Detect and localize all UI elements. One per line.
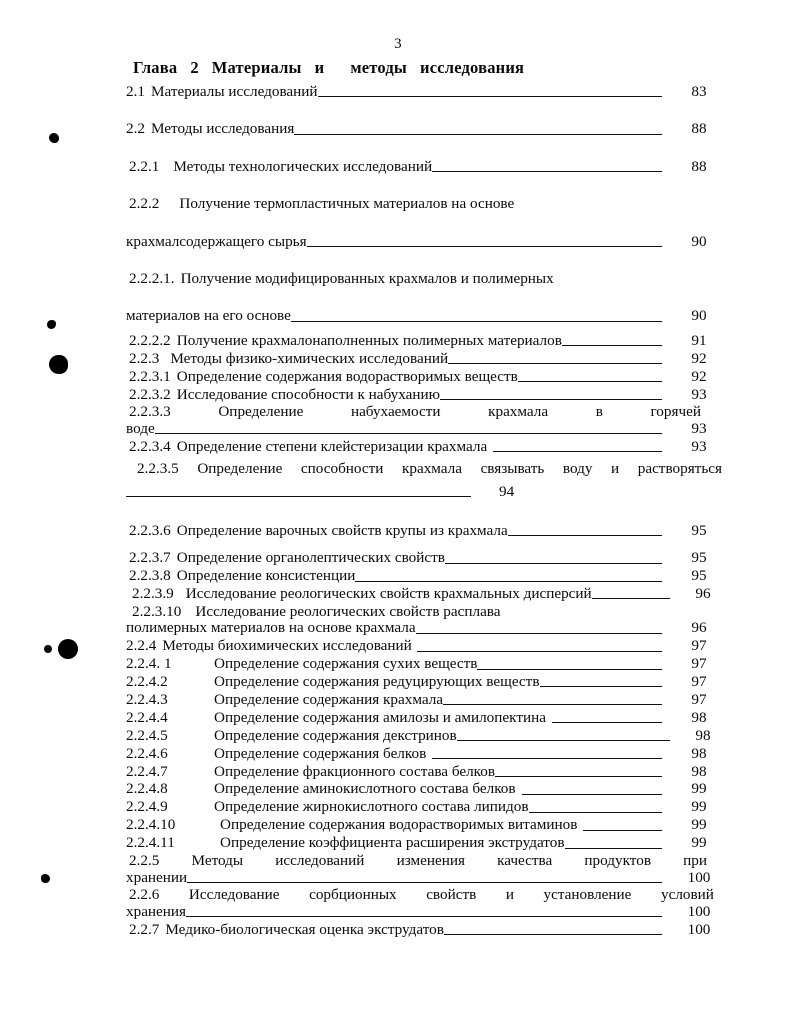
toc-leader-rule (432, 170, 662, 172)
toc-entry-word: условий (660, 886, 714, 904)
toc-entry-title: Определение степени клейстеризации крахмала (176, 437, 488, 455)
toc-entry-title: Получение термопластичных материалов на основе (179, 195, 515, 213)
toc-entry-title: Определение содержания водорастворимых витаминов (220, 816, 578, 834)
toc-entry[interactable] (129, 887, 726, 903)
toc-entry-number: 2.2.4.2 (126, 673, 168, 691)
toc-entry-page: 92 (691, 367, 707, 385)
toc-entry-page: 99 (691, 780, 707, 798)
ink-blot-icon (49, 355, 68, 374)
toc-entry-title: Получение модифицированных крахмалов и полимерных (180, 270, 554, 288)
toc-entry-word: и (505, 886, 514, 904)
toc-entry-title: Определение содержания водорастворимых веществ (176, 367, 518, 385)
toc-entry-word: Определение (218, 403, 304, 421)
toc-leader-rule (501, 616, 726, 617)
ink-blot-icon (41, 874, 50, 883)
toc-leader-rule (417, 650, 662, 652)
toc-entry-number: 2.2.4.4 (126, 708, 168, 726)
toc-entry[interactable] (126, 692, 726, 708)
toc-entry-number: 2.2.3.5 (137, 460, 179, 478)
toc-entry-continuation[interactable] (126, 234, 726, 250)
toc-entry-page: 98 (691, 708, 707, 726)
toc-entry[interactable] (129, 387, 726, 403)
toc-entry-word: способности (300, 460, 384, 478)
toc-entry[interactable] (126, 674, 726, 690)
toc-entry-title: Медико-биологическая оценка экструдатов (165, 920, 444, 938)
toc-entry-word: набухаемости (350, 403, 441, 421)
toc-entry-title-continued: хранении (126, 868, 188, 886)
toc-entry-word: в (595, 403, 603, 421)
toc-entry-word: исследований (275, 852, 365, 870)
toc-entry-title: Определение содержания крахмала (214, 690, 444, 708)
toc-entry-word: качества (497, 852, 553, 870)
toc-entry-word: сорбционных (309, 886, 397, 904)
toc-entry-title: Исследование реологических свойств крахмальных дисперсий (185, 585, 592, 603)
toc-leader-rule (495, 775, 662, 777)
toc-entry[interactable] (126, 728, 726, 744)
toc-entry-number: 2.2.3.3 (129, 403, 171, 421)
toc-entry-page: 97 (691, 690, 707, 708)
toc-entry-title: Получение крахмалонаполненных полимерных материалов (176, 331, 562, 349)
toc-entry-number: 2.2.4.5 (126, 726, 168, 744)
page-folio-number: 3 (394, 36, 402, 52)
toc-entry-page: 96 (691, 619, 707, 637)
toc-entry[interactable] (129, 568, 726, 584)
toc-leader-rule (529, 811, 662, 813)
toc-entry[interactable] (129, 853, 726, 869)
toc-entry-page: 93 (691, 437, 707, 455)
toc-entry-number: 2.2.3.8 (129, 567, 171, 585)
toc-entry[interactable] (129, 550, 726, 566)
toc-leader-rule (318, 95, 662, 97)
toc-entry-page: 100 (687, 920, 711, 938)
toc-entry[interactable] (126, 638, 726, 654)
toc-entry-continuation[interactable] (126, 870, 726, 886)
toc-entry[interactable] (132, 604, 726, 620)
toc-entry-word: связывать (480, 460, 545, 478)
toc-entry[interactable] (132, 586, 726, 602)
toc-entry-page: 90 (691, 307, 707, 325)
toc-entry-number: 2.2.4.7 (126, 762, 168, 780)
toc-leader-rule (562, 344, 662, 346)
toc-entry[interactable] (126, 746, 726, 762)
toc-entry-word: растворяться (637, 460, 722, 478)
toc-entry[interactable] (129, 159, 726, 175)
toc-entry[interactable] (129, 271, 726, 287)
toc-leader-rule (416, 632, 662, 634)
toc-entry-page: 91 (691, 331, 707, 349)
toc-entry-word: Методы (191, 852, 244, 870)
toc-entry-title: Исследование реологических свойств расплава (195, 602, 501, 620)
toc-entry[interactable] (126, 835, 726, 851)
toc-leader-rule (291, 320, 662, 322)
toc-leader-rule (432, 757, 662, 759)
toc-leader-rule (477, 668, 662, 670)
toc-entry-word: Исследование (188, 886, 280, 904)
toc-entry-number: 2.2.5 (129, 852, 160, 870)
toc-leader-rule (294, 133, 662, 135)
toc-entry-number: 2.2.4.11 (126, 834, 175, 852)
toc-entry-title: Определение содержания белков (214, 744, 427, 762)
toc-entry-number: 2.2.1 (129, 157, 160, 175)
toc-entry-page: 97 (691, 637, 707, 655)
toc-entry-title: Определение фракционного состава белков (214, 762, 496, 780)
chapter-heading-word: Материалы (211, 58, 302, 77)
toc-entry-word: крахмала (488, 403, 549, 421)
toc-entry[interactable] (126, 121, 726, 137)
toc-entry-title: Определение содержания амилозы и амилопектина (214, 708, 546, 726)
toc-entry-number: 2.2.4.3 (126, 690, 168, 708)
toc-entry-title: Определение органолептических свойств (176, 549, 445, 567)
toc-leader-rule (186, 915, 662, 917)
toc-leader-rule (155, 432, 662, 434)
toc-entry-title: Определение содержания декстринов (214, 726, 457, 744)
chapter-heading-word: Глава (133, 58, 178, 77)
toc-leader-rule (444, 933, 662, 935)
toc-entry-page: 83 (691, 83, 707, 100)
toc-entry[interactable] (129, 404, 726, 420)
toc-entry-number: 2.2.3.2 (129, 385, 171, 403)
toc-entry-title: Определение коэффициента расширения экструдатов (220, 834, 565, 852)
toc-entry[interactable] (126, 781, 726, 797)
toc-entry-title: Определение аминокислотного состава белков (214, 780, 516, 798)
toc-entry-title: Определение варочных свойств крупы из крахмала (176, 521, 508, 539)
toc-entry-number: 2.2.2 (129, 195, 160, 213)
toc-entry-title: Методы технологических исследований (173, 157, 433, 175)
toc-entry-continuation[interactable] (126, 620, 726, 636)
toc-leader-rule (514, 209, 726, 210)
chapter-heading-word: исследования (419, 58, 525, 77)
toc-entry-number: 2.2.3.1 (129, 367, 171, 385)
toc-leader-rule (552, 721, 662, 723)
toc-entry-justified-line (129, 404, 701, 420)
ink-blot-icon (44, 645, 52, 653)
toc-entry[interactable] (126, 656, 726, 672)
toc-entry-word: Определение (197, 460, 283, 478)
toc-list (126, 84, 726, 938)
toc-entry-page: 99 (691, 816, 707, 834)
toc-entry[interactable] (126, 710, 726, 726)
toc-entry-number: 2.2.4. 1 (126, 655, 172, 673)
toc-entry-justified-line (129, 887, 714, 903)
toc-leader-rule (443, 703, 662, 705)
toc-entry[interactable] (126, 817, 726, 833)
toc-entry-page: 99 (691, 834, 707, 852)
toc-entry-title: Определение консистенции (176, 567, 356, 585)
toc-entry[interactable] (126, 764, 726, 780)
toc-entry-page: 95 (691, 549, 707, 567)
toc-entry-title: Определение содержания редуцирующих веществ (214, 673, 540, 691)
toc-entry[interactable] (126, 84, 726, 100)
toc-entry-title: Материалы исследований (150, 83, 318, 100)
toc-entry-page: 96 (695, 585, 711, 603)
toc-entry-word: воду (562, 460, 593, 478)
toc-entry[interactable] (129, 523, 726, 539)
chapter-heading (133, 58, 603, 78)
toc-leader-rule (554, 283, 726, 284)
toc-entry-continuation[interactable] (126, 308, 726, 324)
toc-entry-page: 95 (691, 567, 707, 585)
toc-entry[interactable] (137, 461, 726, 477)
toc-entry-page: 92 (691, 349, 707, 367)
chapter-heading-word: 2 (190, 58, 199, 77)
toc-entry[interactable] (129, 369, 726, 385)
toc-entry-title: Методы биохимических исследований (162, 637, 412, 655)
toc-entry-justified-line (137, 461, 722, 477)
toc-entry-number: 2.2.3.9 (132, 585, 174, 603)
toc-entry-page: 100 (687, 868, 711, 886)
toc-entry-title-continued: материалов на его основе (126, 307, 291, 325)
chapter-heading-word: методы (350, 58, 407, 77)
toc-entry-page: 98 (691, 762, 707, 780)
toc-entry-title-continued: хранения (126, 902, 187, 920)
toc-leader-rule (187, 881, 662, 883)
toc-leader-rule (445, 562, 662, 564)
toc-leader-rule (583, 829, 662, 831)
toc-entry[interactable] (129, 351, 726, 367)
toc-entry-title: Определение жирнокислотного состава липидов (214, 798, 529, 816)
toc-entry[interactable] (129, 922, 726, 938)
toc-entry-number: 2.1 (126, 83, 145, 100)
toc-entry-word: установление (543, 886, 632, 904)
toc-leader-rule (307, 245, 662, 247)
toc-entry-number: 2.2.4.8 (126, 780, 168, 798)
toc-leader-rule (508, 534, 662, 536)
toc-leader-rule (518, 380, 662, 382)
toc-leader-rule (522, 793, 662, 795)
toc-entry-page: 88 (691, 120, 707, 138)
toc-leader-rule (355, 580, 662, 582)
toc-entry-page: 98 (695, 726, 711, 744)
toc-entry-page: 98 (691, 744, 707, 762)
ink-blot-icon (49, 133, 59, 143)
toc-entry-word: крахмала (401, 460, 462, 478)
toc-leader-rule (440, 398, 662, 400)
toc-entry-word: свойств (426, 886, 477, 904)
toc-entry-page: 97 (691, 673, 707, 691)
toc-entry-title: Методы физико-химических исследований (170, 349, 449, 367)
ink-blot-icon (58, 639, 78, 659)
toc-entry-page: 88 (691, 157, 707, 175)
toc-entry-page: 90 (691, 232, 707, 250)
toc-entry-word: изменения (396, 852, 465, 870)
toc-entry-number: 2.2.4.9 (126, 798, 168, 816)
toc-entry-page: 97 (691, 655, 707, 673)
toc-entry-number: 2.2.4.10 (126, 816, 176, 834)
toc-entry-continuation[interactable] (126, 904, 726, 920)
chapter-heading-word: и (314, 58, 325, 77)
toc-entry-word: горячей (650, 403, 701, 421)
toc-leader-rule (457, 739, 670, 741)
toc-entry-number: 2.2.4 (126, 637, 157, 655)
toc-entry-word: при (683, 852, 707, 870)
toc-entry-number: 2.2.6 (129, 886, 160, 904)
toc-entry-title: Определение содержания сухих веществ (214, 655, 478, 673)
toc-entry-number: 2.2.3 (129, 349, 160, 367)
toc-entry-page: 99 (691, 798, 707, 816)
toc-entry-word: продуктов (584, 852, 651, 870)
toc-entry[interactable] (129, 439, 726, 455)
toc-entry-page: 95 (691, 521, 707, 539)
toc-entry[interactable] (129, 196, 726, 212)
toc-entry-page: 93 (691, 419, 707, 437)
toc-entry-number: 2.2.7 (129, 920, 160, 938)
toc-leader-rule (540, 685, 663, 687)
toc-entry-continuation[interactable] (126, 421, 726, 437)
toc-entry-number: 2.2 (126, 120, 145, 138)
toc-entry-title: Методы исследования (150, 120, 295, 138)
toc-entry-word: и (611, 460, 620, 478)
toc-entry-number: 2.2.2.1. (129, 270, 175, 288)
toc-entry-number: 2.2.3.7 (129, 549, 171, 567)
toc-entry-number: 2.2.3.10 (132, 602, 182, 620)
toc-entry-number: 2.2.4.6 (126, 744, 168, 762)
toc-leader-rule (126, 495, 471, 497)
toc-entry-page: 100 (687, 902, 711, 920)
toc-entry-page-row[interactable] (126, 482, 726, 500)
toc-entry[interactable] (126, 799, 726, 815)
toc-entry-page: 93 (691, 385, 707, 403)
toc-entry-title-continued: крахмалсодержащего сырья (126, 232, 307, 250)
toc-entry-number: 2.2.3.6 (129, 521, 171, 539)
toc-entry-title-continued: воде (126, 419, 155, 437)
toc-entry-number: 2.2.2.2 (129, 331, 171, 349)
toc-entry-number: 2.2.3.4 (129, 437, 171, 455)
toc-entry-justified-line (129, 853, 707, 869)
toc-entry[interactable] (129, 333, 726, 349)
toc-leader-rule (493, 450, 662, 452)
toc-entry-title-continued: полимерных материалов на основе крахмала (126, 619, 416, 637)
toc-entry-page: 94 (499, 482, 515, 500)
toc-leader-rule (565, 847, 663, 849)
toc-leader-rule (592, 597, 670, 599)
ink-blot-icon (47, 320, 56, 329)
toc-entry-title: Исследование способности к набуханию (176, 385, 440, 403)
toc-leader-rule (448, 362, 662, 364)
